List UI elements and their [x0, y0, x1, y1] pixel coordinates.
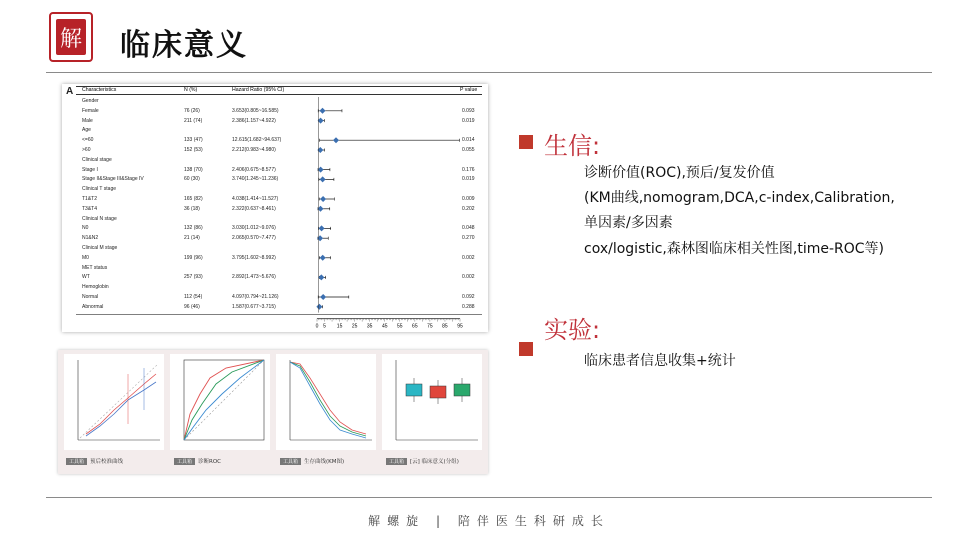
forest-cell-p: 0.093 — [462, 107, 475, 114]
x-axis-tick-label: 45 — [381, 323, 388, 330]
forest-cell-n: 152 (53) — [184, 147, 203, 153]
forest-cell-n: 133 (47) — [184, 137, 203, 144]
forest-plot-figure — [62, 84, 488, 332]
forest-cell-label: M0 — [82, 254, 89, 261]
forest-cell-n: 36 (18) — [184, 205, 200, 212]
km-curve-icon — [276, 354, 376, 450]
logo-glyph: 解 — [56, 19, 86, 55]
hr-point-marker — [320, 176, 326, 182]
forest-cell-label: Age — [82, 127, 91, 134]
x-axis-tick-label: 75 — [427, 323, 433, 330]
thumbnail-strip — [58, 350, 488, 474]
forest-cell-hr: 2.406(0.675~8.577) — [232, 166, 276, 173]
exp-section-title: 实验: — [544, 316, 601, 344]
bio-section-title: 生信: — [544, 132, 601, 160]
forest-cell-p: 0.055 — [462, 147, 475, 153]
forest-cell-label: Clinical T stage — [82, 186, 116, 193]
forest-cell-n: 112 (54) — [184, 294, 203, 300]
thumbnail-km[interactable] — [276, 354, 376, 450]
x-axis-tick-label: 85 — [442, 323, 448, 330]
forest-cell-label: Stage II&Stage III&Stage IV — [82, 176, 144, 183]
thumb-caption-text-2: 诊断ROC — [198, 459, 222, 465]
forest-cell-label: MET status — [82, 264, 108, 271]
forest-cell-p: 0.002 — [462, 274, 475, 281]
forest-cell-n: 132 (86) — [184, 225, 203, 232]
top-divider — [46, 72, 932, 73]
forest-cell-hr: 12.615(1.682~94.637) — [232, 137, 282, 144]
thumbnail-boxplot[interactable] — [382, 354, 482, 450]
bottom-divider — [46, 497, 932, 498]
forest-cell-n: 165 (82) — [184, 196, 203, 202]
hr-point-marker — [320, 196, 326, 202]
thumb-caption-4 — [386, 457, 459, 465]
col-header-n: N (%) — [184, 87, 198, 93]
forest-cell-label: Hemoglobin — [82, 284, 109, 291]
bio-line-2: (KM曲线,nomogram,DCA,c-index,Calibration, — [584, 190, 895, 206]
forest-cell-label: WT — [82, 274, 90, 281]
forest-cell-hr: 3.030(1.012~9.076) — [232, 225, 276, 232]
col-header-characteristics: Characteristics — [82, 87, 117, 93]
bio-line-4: cox/logistic,森林图临床相关性图,time-ROC等) — [584, 241, 885, 257]
exp-line: 临床患者信息收集+统计 — [584, 353, 736, 369]
forest-cell-p: 0.048 — [462, 225, 475, 232]
forest-cell-hr: 3.653(0.805~16.585) — [232, 107, 279, 114]
x-axis-tick-label: 65 — [412, 323, 418, 330]
thumb-tag-1: 工具箱 — [66, 458, 87, 465]
thumb-caption-text-3: 生存曲线(KM图) — [304, 459, 345, 465]
hr-point-marker — [320, 255, 326, 261]
forest-cell-p: 0.014 — [462, 137, 475, 144]
forest-cell-label: T1&T2 — [82, 196, 98, 202]
hr-point-marker — [319, 225, 325, 231]
forest-cell-hr: 2.322(0.637~8.461) — [232, 205, 276, 212]
forest-cell-p: 0.092 — [462, 294, 475, 300]
forest-cell-label: T3&T4 — [82, 205, 98, 212]
thumb-caption-1 — [66, 457, 123, 465]
forest-cell-p: 0.009 — [462, 196, 475, 202]
forest-cell-hr: 4.038(1.414~11.527) — [232, 196, 279, 202]
forest-cell-n: 96 (46) — [184, 303, 200, 310]
forest-cell-label: Male — [82, 117, 93, 124]
col-header-hr: Hazard Ratio (95% CI) — [232, 87, 285, 93]
forest-cell-hr: 2.386(1.157~4.922) — [232, 117, 276, 124]
forest-cell-hr: 4.097(0.794~21.126) — [232, 294, 279, 300]
forest-cell-label: Female — [82, 107, 99, 114]
col-header-p: P value — [460, 87, 478, 93]
x-axis-tick-label: 35 — [366, 323, 373, 330]
forest-cell-n: 257 (93) — [184, 274, 203, 281]
brand-logo — [49, 12, 93, 62]
hr-point-marker — [333, 137, 339, 143]
roc-curve-icon — [170, 354, 270, 450]
x-axis-tick-label: 0 — [315, 323, 319, 330]
x-axis-tick-label: 25 — [351, 323, 358, 330]
forest-cell-hr: 2.065(0.570~7.477) — [232, 235, 276, 242]
forest-cell-p: 0.176 — [462, 166, 475, 173]
thumb-caption-2 — [174, 457, 221, 465]
forest-cell-hr: 3.795(1.602~8.992) — [232, 254, 276, 261]
forest-cell-hr: 1.587(0.677~3.715) — [232, 303, 276, 310]
boxplot-icon — [382, 354, 482, 450]
forest-cell-label: N0 — [82, 225, 89, 232]
forest-cell-n: 76 (26) — [184, 107, 200, 114]
thumb-tag-3: 工具箱 — [280, 458, 301, 465]
forest-cell-label: N1&N2 — [82, 235, 99, 242]
forest-cell-label: Clinical N stage — [82, 215, 117, 222]
forest-cell-n: 21 (14) — [184, 235, 200, 242]
x-axis-tick-label: 15 — [336, 323, 343, 330]
forest-cell-label: Normal — [82, 294, 99, 300]
x-axis-tick-label: 55 — [397, 323, 403, 330]
footer-text: 解螺旋 | 陪伴医生科研成长 — [368, 514, 610, 528]
hr-point-marker — [318, 274, 324, 280]
forest-cell-p: 0.019 — [462, 176, 475, 183]
bio-bullet-square — [519, 135, 533, 149]
thumbnail-roc[interactable] — [170, 354, 270, 450]
forest-cell-label: Clinical stage — [82, 156, 112, 163]
x-axis-tick-label: 95 — [457, 323, 463, 330]
thumb-caption-3 — [280, 457, 344, 465]
forest-cell-label: Clinical M stage — [82, 245, 118, 251]
forest-cell-p: 0.019 — [462, 117, 475, 124]
bio-line-3: 单因素/多因素 — [584, 215, 673, 231]
hr-point-marker — [319, 108, 325, 114]
forest-cell-p: 0.270 — [462, 235, 475, 242]
forest-cell-p: 0.202 — [462, 205, 475, 212]
thumbnail-calibration[interactable] — [64, 354, 164, 450]
forest-cell-p: 0.288 — [462, 303, 475, 310]
forest-cell-label: Abnormal — [82, 303, 104, 310]
page-title: 临床意义 — [120, 28, 248, 63]
exp-bullet-square — [519, 342, 533, 356]
forest-cell-n: 138 (70) — [184, 166, 203, 173]
forest-cell-hr: 3.740(1.245~11.236) — [232, 176, 279, 183]
forest-cell-p: 0.002 — [462, 254, 475, 261]
forest-cell-label: Gender — [82, 98, 99, 104]
hr-point-marker — [320, 294, 326, 300]
x-axis-tick-label: 5 — [323, 323, 326, 330]
thumb-caption-text-1: 预后校准曲线 — [90, 459, 124, 465]
forest-cell-hr: 2.212(0.983~4.980) — [232, 147, 276, 153]
forest-cell-n: 199 (96) — [184, 254, 203, 261]
forest-plot-svg — [62, 84, 488, 332]
bio-line-1: 诊断价值(ROC),预后/复发价值 — [584, 165, 775, 181]
panel-letter: A — [66, 86, 74, 97]
forest-cell-label: Stage I — [82, 166, 98, 173]
forest-cell-hr: 2.892(1.473~5.676) — [232, 274, 276, 281]
forest-cell-label: >60 — [82, 147, 91, 153]
hr-point-marker — [317, 147, 323, 153]
thumb-tag-2: 工具箱 — [174, 458, 195, 465]
forest-cell-n: 60 (30) — [184, 176, 200, 183]
hr-point-marker — [316, 304, 322, 310]
thumb-tag-4: 工具箱 — [386, 458, 407, 465]
calibration-plot-icon — [64, 354, 164, 450]
forest-cell-n: 211 (74) — [184, 117, 203, 124]
thumb-caption-text-4: [云] 临床意义(分组) — [410, 459, 459, 465]
forest-cell-label: <=60 — [82, 137, 94, 144]
hr-point-marker — [317, 235, 323, 241]
